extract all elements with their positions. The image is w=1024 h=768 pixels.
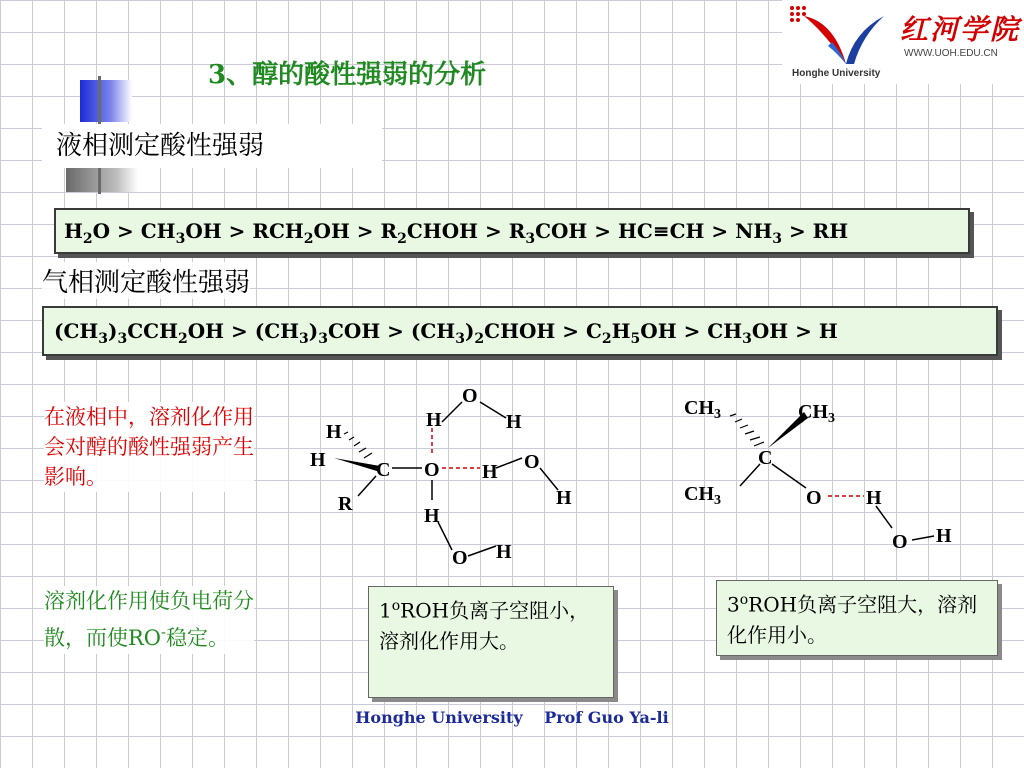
- footer: [0, 708, 1024, 727]
- tertiary-alcohol-note-box: 3$^o$ROH负离子空阻大，溶剂化作用小。: [716, 580, 998, 656]
- slide-title: 3、醇的酸性强弱的分析: [208, 60, 487, 90]
- gas-phase-formula: $(CH_3)_3CCH_2OH > (CH_3)_3COH$ > $(CH_3)_2CHOH > C_2H_5OH > CH_3OH > H$: [42, 306, 998, 356]
- atom-ch3-bottom: $CH_3$: [684, 483, 721, 508]
- atom-h-wedge-up: H: [326, 421, 342, 443]
- atom-h-top-left: H: [426, 409, 442, 431]
- atom-h-wedge-left: H: [310, 449, 326, 471]
- primary-alcohol-note-box: 1$^o$ROH负离子空阻小，溶剂化作用大。: [368, 586, 614, 698]
- anion-stabilization-note: 溶剂化作用使负电荷分散，而使RO-稳定。: [44, 586, 254, 654]
- tertiary-alcohol-solvation-diagram: [680, 390, 970, 560]
- solvation-effect-note: 在液相中，溶剂化作用会对醇的酸性强弱产生影响。: [44, 402, 254, 492]
- atom-h-bottom: H: [424, 505, 440, 527]
- liquid-phase-label: 液相测定酸性强弱: [42, 124, 382, 168]
- atom-o-bottom: O: [452, 547, 468, 569]
- atom-carbon: C: [376, 459, 391, 481]
- atom-ch3-top-right: $CH_3$: [798, 401, 835, 426]
- atom-ch3-top-left: $CH_3$: [684, 397, 721, 422]
- atom-water-oxygen: O: [892, 531, 908, 553]
- atom-o-right: O: [524, 451, 540, 473]
- atom-h-top-right: H: [506, 411, 522, 433]
- logo-url: WWW.UOH.EDU.CN: [904, 48, 998, 59]
- atom-r: R: [338, 493, 353, 515]
- decorative-blue-square: [80, 80, 132, 122]
- logo-emblem-icon: [784, 2, 894, 72]
- university-logo: [782, 0, 1024, 84]
- logo-chinese-name: 红河学院: [900, 13, 1021, 46]
- atom-carbon: C: [758, 447, 773, 469]
- atom-h-right: H: [482, 461, 498, 483]
- footer-author: Prof Guo Ya-li: [544, 708, 669, 727]
- atom-oxygen: O: [806, 487, 822, 509]
- atom-hydrogen: H: [866, 487, 882, 509]
- atom-water-hydrogen: H: [936, 525, 952, 547]
- footer-university: Honghe University: [355, 708, 523, 727]
- atom-o-top: O: [462, 385, 478, 407]
- logo-english-name: Honghe University: [792, 68, 881, 79]
- primary-alcohol-solvation-diagram: [296, 380, 596, 580]
- gas-phase-label: 气相测定酸性强弱: [42, 262, 250, 299]
- atom-oxygen: O: [424, 459, 440, 481]
- atom-h-right-lower: H: [556, 487, 572, 509]
- atom-h-bottom-right: H: [496, 541, 512, 563]
- liquid-phase-formula: $H_2O > CH_3OH > RCH_2OH$ > $R_2CHOH > R_3COH > HC\equiv CH > NH_3$ > RH: [54, 208, 970, 254]
